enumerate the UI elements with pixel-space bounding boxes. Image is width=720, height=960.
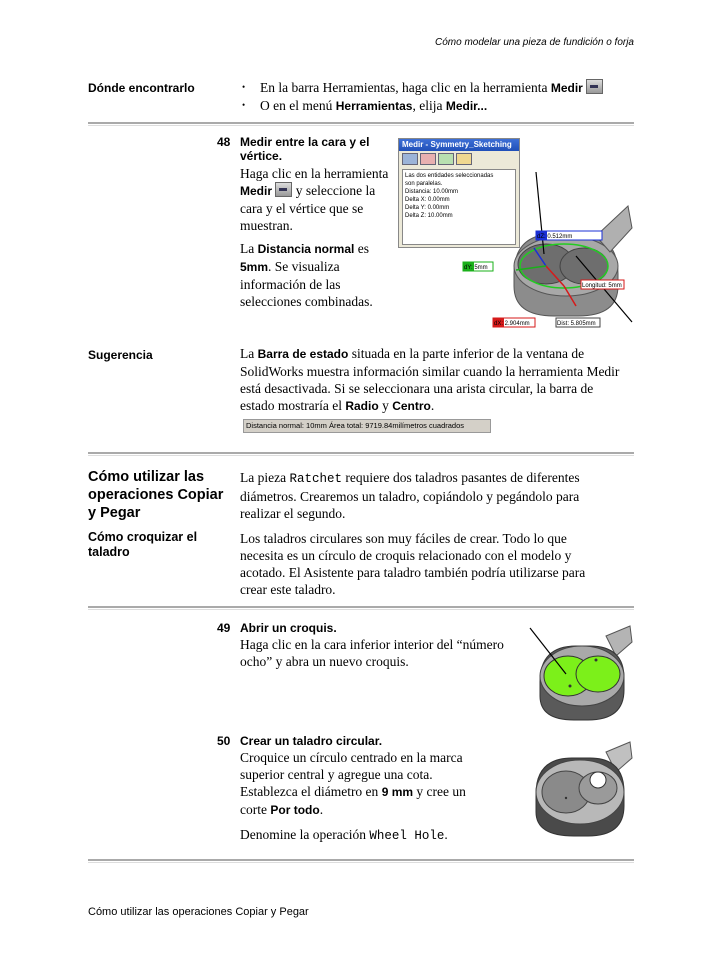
sugerencia-label: Sugerencia [88,348,153,362]
section-divider [88,452,634,454]
donde-bullet-2-mid: , elija [412,98,446,113]
step-49-title: Abrir un croquis. [240,621,337,635]
measure-results [402,169,516,245]
dist-tag: Dist: 5.805mm [557,321,596,327]
measure-line-3: Distancia: 10.00mm [405,189,459,195]
copiar-post: requiere dos taladros pasantes de diferentes diámetros. Crearemos un taladro, copiándolo y pegándolo para realizar el segundo. [240,470,580,521]
sugerencia-t1: La [240,346,258,361]
donde-bullet-2-bold-1: Herramientas [335,99,413,113]
donde-bullet-1 [240,79,640,97]
units-icon[interactable] [402,153,418,165]
step-50-number: 50 [217,734,231,748]
step-49-content [240,621,505,670]
step-50-p2-pre: Denomine la operación [240,827,370,842]
step-49-number: 49 [217,621,231,635]
donde-bullet-2-bold-2: Medir... [445,99,488,113]
measure-line-4: Delta X: 0.00mm [405,197,450,203]
step-48-p2-post: . Se visualiza información de las selecciones combinadas. [240,259,373,309]
xyz-icon[interactable] [420,153,436,165]
sugerencia-t3: y [378,398,393,413]
running-footer: Cómo utilizar las operaciones Copiar y Pegar [88,906,309,918]
step-48-number: 48 [217,135,231,149]
step-50-t2: y cree un corte [240,784,466,817]
step-50-t3: . [319,802,324,817]
sugerencia-b2: Radio [345,399,379,413]
step-48-p2-bold-1: Distancia normal [257,242,355,256]
step-50-paragraph-2 [240,826,490,845]
wheel-hole-code: Wheel Hole [369,829,445,843]
step-50-b2: Por todo [270,803,320,817]
measure-icon [275,182,292,197]
donde-bullet-2-text: O en el menú [260,98,336,113]
croquizar-text: Los taladros circulares son muy fáciles de crear. Todo lo que necesita es un círculo de croquis relacionado con el modelo y acotado. El Asistente para taladro también podría utilizarse para crear este taladro. [240,531,586,597]
donde-bullet-1-text: En la barra Herramientas, haga clic en la herramienta [260,80,551,95]
step-48-paragraph-1 [240,165,390,234]
step-49-text: Haga clic en la cara inferior interior del “número ocho” y abra un nuevo croquis. [240,637,504,669]
donde-label: Dónde encontrarlo [88,81,195,95]
section-divider [88,859,634,861]
status-bar: Distancia normal: 10mm Área total: 9719.84milímetros cuadrados [243,419,491,433]
step-48-p2-pre: La [240,241,258,256]
copiar-heading: Cómo utilizar las operaciones Copiar y Pegar [88,469,224,521]
copiar-pre: La pieza [240,470,290,485]
donde-bullet-2 [240,97,640,115]
copiar-text [240,469,585,522]
dx-tag: dX: 2.904mm [494,321,530,327]
ratchet-code: Ratchet [289,472,342,486]
step-48-p2-mid: es [354,241,369,256]
dz-tag: dZ: 0.512mm [537,234,573,240]
measure-line-2: son paralelas. [405,181,443,187]
sugerencia-b3: Centro [392,399,431,413]
donde-bullet-1-bold: Medir [550,81,583,95]
measure-line-1: Las dos entidades seleccionadas [405,173,494,179]
sugerencia-t4: . [430,398,435,413]
step-48-p1-post: y seleccione la cara y el vértice que se muestran. [240,183,376,233]
step-48-p2-bold-2: 5mm [240,260,269,274]
step-49-figure [526,616,634,724]
step-48-paragraph-2 [240,240,390,310]
sugerencia-text [240,345,620,415]
step-48-p1-bold: Medir [240,184,273,198]
step-50-figure [526,734,634,842]
step-50-content [240,734,490,845]
section-divider [88,606,634,608]
step-48-content [240,135,390,310]
sugerencia-b1: Barra de estado [257,347,349,361]
measure-dialog-title: Medir - Symmetry_Sketching [399,139,519,151]
step-48-title: Medir entre la cara y el vértice. [240,135,370,163]
measure-line-5: Delta Y: 0.00mm [405,205,450,211]
dy-tag: dY: 5mm [464,265,488,271]
step-50-title: Crear un taladro circular. [240,734,383,748]
step-50-t1: Croquice un círculo centrado en la marca superior central y agregue una cota. Establezca el diámetro en [240,750,463,799]
axes-icon[interactable] [438,153,454,165]
measure-line-6: Delta Z: 10.00mm [405,213,453,219]
step-50-b1: 9 mm [381,785,414,799]
donde-bullets [240,79,640,115]
sugerencia-t2: situada en la parte inferior de la ventana de SolidWorks muestra información similar cuando la herramienta Medir está desactivada. Si se seleccionara una arista circular, la barra de estado mostraría el [240,346,620,413]
step-48-p1-pre: Haga clic en la herramienta [240,166,389,181]
longitud-tag: Longitud: 5mm [582,283,622,289]
measure-dialog-toolbar[interactable] [402,153,516,167]
measure-dialog[interactable] [398,138,520,248]
measure-icon [586,79,603,94]
step-50-text [240,749,490,819]
history-icon[interactable] [456,153,472,165]
running-header: Cómo modelar una pieza de fundición o forja [434,37,634,48]
croquizar-heading: Cómo croquizar el taladro [88,530,198,559]
step-50-p2-post: . [444,827,448,842]
section-divider [88,122,634,124]
